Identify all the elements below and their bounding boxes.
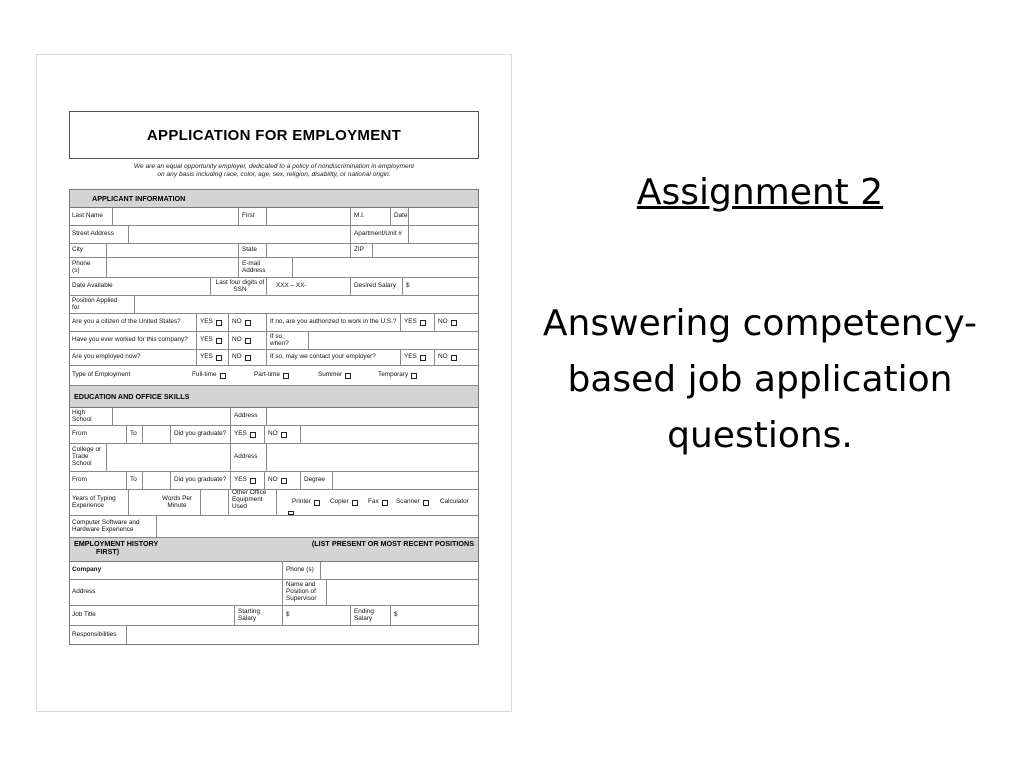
college-no-label: NO bbox=[268, 476, 278, 484]
row-city bbox=[70, 244, 478, 258]
form-table bbox=[69, 189, 479, 645]
row-emp-address bbox=[70, 580, 478, 606]
temporary-option bbox=[376, 366, 436, 385]
college-yes-checkbox[interactable] bbox=[250, 478, 256, 484]
authorized-yes-checkbox[interactable] bbox=[420, 320, 426, 326]
type-of-employment-label: Type of Employment bbox=[72, 371, 131, 379]
authorized-question: If no, are you authorized to work in the U.S.? bbox=[270, 318, 397, 326]
desired-salary-label: Desired Salary bbox=[354, 282, 396, 290]
position-applied-label: Position Applied for bbox=[72, 296, 118, 311]
row-employment-type bbox=[70, 366, 478, 386]
contact-yes bbox=[402, 350, 432, 365]
applicant-section-header bbox=[70, 190, 478, 208]
hs-no bbox=[266, 426, 296, 443]
hs-from-label: From bbox=[72, 430, 87, 438]
education-section-header bbox=[70, 386, 478, 408]
apartment-label: Apartment/Unit # bbox=[354, 230, 402, 238]
citizen-no-label: NO bbox=[232, 318, 242, 326]
form-title: APPLICATION FOR EMPLOYMENT bbox=[69, 111, 479, 159]
if-so-when-label: If so, when? bbox=[270, 332, 289, 347]
phone-emp-label: Phone (s) bbox=[286, 566, 314, 574]
printer-option bbox=[290, 490, 330, 515]
row-responsibilities bbox=[70, 626, 478, 644]
date-available-label: Date Available bbox=[72, 282, 113, 290]
row-job-title bbox=[70, 606, 478, 626]
employment-section-label: EMPLOYMENT HISTORY bbox=[74, 539, 159, 548]
citizen-yes bbox=[198, 314, 228, 331]
company-label: Company bbox=[72, 566, 102, 574]
worked-before-no-checkbox[interactable] bbox=[245, 338, 251, 344]
employed-no-label: NO bbox=[232, 353, 242, 361]
summer-option bbox=[316, 366, 362, 385]
last-name-label: Last Name bbox=[72, 212, 103, 220]
college-yes-label: YES bbox=[234, 476, 247, 484]
zip-label: ZIP bbox=[354, 246, 364, 254]
first-label: First bbox=[242, 212, 255, 220]
citizen-no-checkbox[interactable] bbox=[245, 320, 251, 326]
authorized-no-label: NO bbox=[438, 318, 448, 326]
starting-salary-dollar: $ bbox=[286, 611, 290, 619]
other-equipment bbox=[230, 490, 274, 515]
application-form-image bbox=[36, 54, 512, 712]
high-school-label: High School bbox=[72, 408, 92, 423]
employed-yes-checkbox[interactable] bbox=[216, 355, 222, 361]
applicant-section-label: APPLICANT INFORMATION bbox=[92, 194, 186, 203]
employment-first-word: FIRST) bbox=[96, 547, 120, 556]
authorized-no-checkbox[interactable] bbox=[451, 320, 457, 326]
eeo-statement bbox=[69, 163, 479, 179]
employment-section-header bbox=[70, 538, 478, 562]
responsibilities-label: Responsibilities bbox=[72, 630, 117, 638]
row-hs-dates bbox=[70, 426, 478, 444]
row-college-dates bbox=[70, 472, 478, 490]
eeo-line-1: We are an equal opportunity employer, dedicated to a policy of nondiscrimination in employment bbox=[133, 163, 415, 170]
summer-label: Summer bbox=[318, 371, 343, 379]
employment-title-block bbox=[74, 540, 158, 556]
college-no bbox=[266, 472, 296, 489]
authorized-yes bbox=[402, 314, 432, 331]
row-citizen bbox=[70, 314, 478, 332]
ending-salary-label: Ending Salary bbox=[354, 607, 374, 622]
degree-label: Degree bbox=[304, 476, 325, 484]
full-time-label: Full-time bbox=[192, 371, 217, 379]
worked-before-yes-label: YES bbox=[200, 336, 213, 344]
employed-no-checkbox[interactable] bbox=[245, 355, 251, 361]
college-label: College or Trade School bbox=[72, 446, 102, 467]
education-section-label: EDUCATION AND OFFICE SKILLS bbox=[74, 392, 190, 401]
worked-before-yes bbox=[198, 332, 228, 349]
slide-title: Assignment 2 bbox=[636, 172, 884, 213]
worked-before-yes-checkbox[interactable] bbox=[216, 338, 222, 344]
college-address-label: Address bbox=[234, 453, 258, 461]
row-high-school bbox=[70, 408, 478, 426]
college-to-label: To bbox=[130, 476, 137, 484]
row-employed-now bbox=[70, 350, 478, 366]
hs-no-label: NO bbox=[268, 430, 278, 438]
words-per-minute-label: Words Per Minute bbox=[161, 494, 193, 509]
hs-to-label: To bbox=[130, 430, 137, 438]
row-name bbox=[70, 208, 478, 226]
employed-no bbox=[230, 350, 260, 365]
supervisor-label: Name and Position of Supervisor bbox=[286, 581, 317, 602]
copier-checkbox[interactable] bbox=[352, 500, 358, 506]
scanner-label: Scanner bbox=[396, 498, 420, 506]
worked-before-no-label: NO bbox=[232, 336, 242, 344]
scanner-option bbox=[394, 490, 438, 515]
copier-option bbox=[328, 490, 368, 515]
full-time-option bbox=[190, 366, 240, 385]
phone-label: Phone (s) bbox=[72, 259, 91, 274]
citizen-yes-label: YES bbox=[200, 318, 213, 326]
job-title-label: Job Title bbox=[72, 611, 96, 619]
fax-option bbox=[366, 490, 396, 515]
row-worked-before bbox=[70, 332, 478, 350]
date-label: Date bbox=[394, 212, 408, 220]
hs-graduate-label: Did you graduate? bbox=[174, 430, 227, 438]
contact-yes-checkbox[interactable] bbox=[420, 355, 426, 361]
ssn-value: XXX – XX- bbox=[276, 282, 307, 290]
scanner-checkbox[interactable] bbox=[423, 500, 429, 506]
slide-subtitle: Answering competency-based job application questions. bbox=[542, 303, 978, 456]
other-equipment-label: Other Office Equipment Used bbox=[232, 489, 267, 510]
hs-address-label: Address bbox=[234, 412, 258, 420]
temporary-checkbox[interactable] bbox=[411, 373, 417, 379]
ssn-label: Last four digits of SSN bbox=[215, 278, 265, 293]
contact-no bbox=[436, 350, 466, 365]
citizen-question: Are you a citizen of the United States? bbox=[72, 318, 181, 326]
printer-label: Printer bbox=[292, 498, 311, 506]
contact-yes-label: YES bbox=[404, 353, 417, 361]
application-form bbox=[69, 111, 479, 645]
row-phone bbox=[70, 258, 478, 278]
row-computer bbox=[70, 516, 478, 538]
citizen-yes-checkbox[interactable] bbox=[216, 320, 222, 326]
part-time-option bbox=[252, 366, 302, 385]
college-from-label: From bbox=[72, 476, 87, 484]
citizen-no bbox=[230, 314, 260, 331]
computer-software-label: Computer Software and Hardware Experience bbox=[72, 518, 140, 533]
ending-salary-dollar: $ bbox=[394, 611, 398, 619]
part-time-label: Part-time bbox=[254, 371, 280, 379]
hs-no-checkbox[interactable] bbox=[281, 432, 287, 438]
worked-before-no bbox=[230, 332, 260, 349]
printer-checkbox[interactable] bbox=[314, 500, 320, 506]
city-label: City bbox=[72, 246, 84, 254]
years-typing-label: Years of Typing Experience bbox=[72, 494, 116, 509]
employed-yes bbox=[198, 350, 228, 365]
row-company bbox=[70, 562, 478, 580]
starting-salary-label: Starting Salary bbox=[238, 607, 261, 622]
full-time-checkbox[interactable] bbox=[220, 373, 226, 379]
desired-salary-dollar: $ bbox=[406, 282, 410, 290]
email-label: E-mail Address bbox=[242, 259, 266, 274]
college-graduate-label: Did you graduate? bbox=[174, 476, 227, 484]
contact-no-checkbox[interactable] bbox=[451, 355, 457, 361]
summer-checkbox[interactable] bbox=[345, 373, 351, 379]
contact-employer-question: If so, may we contact your employer? bbox=[270, 353, 376, 361]
row-typing bbox=[70, 490, 478, 516]
hs-yes-label: YES bbox=[234, 430, 247, 438]
contact-no-label: NO bbox=[438, 353, 448, 361]
hs-yes bbox=[232, 426, 262, 443]
eeo-line-2: on any basis including race, color, age, sex, religion, disability, or national origin. bbox=[157, 171, 391, 178]
temporary-label: Temporary bbox=[378, 371, 409, 379]
fax-checkbox[interactable] bbox=[382, 500, 388, 506]
calculator-label: Calculator bbox=[440, 498, 469, 506]
college-yes bbox=[232, 472, 262, 489]
authorized-no bbox=[436, 314, 466, 331]
row-position bbox=[70, 296, 478, 314]
street-address-label: Street Address bbox=[72, 230, 114, 238]
employment-note: (LIST PRESENT OR MOST RECENT POSITIONS bbox=[311, 539, 474, 548]
part-time-checkbox[interactable] bbox=[283, 373, 289, 379]
row-street bbox=[70, 226, 478, 244]
authorized-yes-label: YES bbox=[404, 318, 417, 326]
college-no-checkbox[interactable] bbox=[281, 478, 287, 484]
copier-label: Copier bbox=[330, 498, 349, 506]
state-label: State bbox=[242, 246, 257, 254]
fax-label: Fax bbox=[368, 498, 379, 506]
row-date-available bbox=[70, 278, 478, 296]
employed-now-question: Are you employed now? bbox=[72, 353, 141, 361]
worked-before-question: Have you ever worked for this company? bbox=[72, 336, 188, 344]
mi-label: M.I. bbox=[354, 212, 365, 220]
row-college bbox=[70, 444, 478, 472]
employed-yes-label: YES bbox=[200, 353, 213, 361]
hs-yes-checkbox[interactable] bbox=[250, 432, 256, 438]
emp-address-label: Address bbox=[72, 588, 96, 596]
